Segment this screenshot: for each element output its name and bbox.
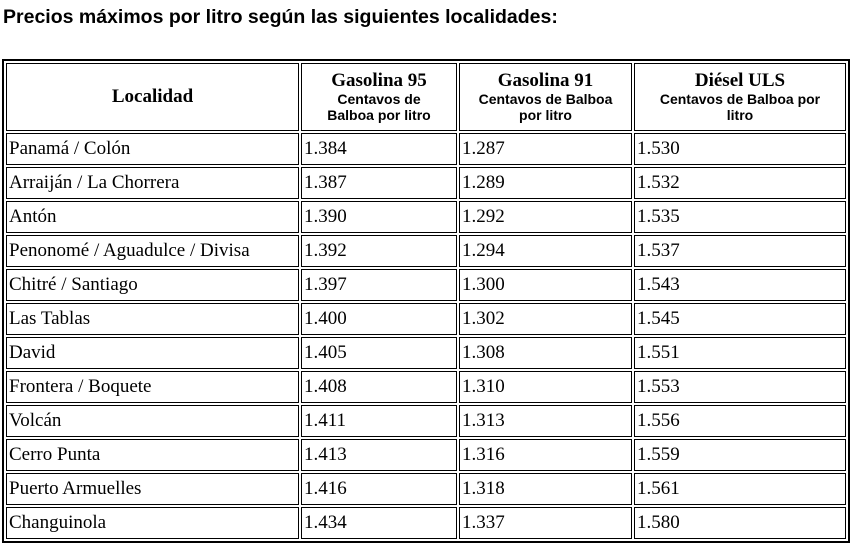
cell-gasolina-95: 1.397 — [301, 269, 457, 301]
header-diesel-uls-unit-line-1: Centavos de Balboa por — [659, 91, 821, 107]
table-row — [6, 507, 846, 539]
cell-gasolina-95: 1.400 — [301, 303, 457, 335]
cell-gasolina-91: 1.310 — [459, 371, 632, 403]
cell-gasolina-95: 1.387 — [301, 167, 457, 199]
cell-localidad: David — [6, 337, 299, 369]
cell-gasolina-95: 1.411 — [301, 405, 457, 437]
cell-localidad: Volcán — [6, 405, 299, 437]
cell-gasolina-95: 1.416 — [301, 473, 457, 505]
cell-diesel-uls: 1.535 — [634, 201, 846, 233]
cell-gasolina-91: 1.313 — [459, 405, 632, 437]
cell-gasolina-91: 1.337 — [459, 507, 632, 539]
cell-gasolina-91: 1.294 — [459, 235, 632, 267]
cell-gasolina-95: 1.390 — [301, 201, 457, 233]
header-gasolina-95-unit-line-1: Centavos de — [337, 91, 421, 107]
header-diesel-uls-unit-line-2: litro — [726, 107, 754, 123]
cell-diesel-uls: 1.545 — [634, 303, 846, 335]
table-row — [6, 439, 846, 471]
table-row — [6, 201, 846, 233]
table-row — [6, 235, 846, 267]
cell-localidad: Puerto Armuelles — [6, 473, 299, 505]
price-table-frame — [2, 59, 850, 543]
cell-localidad: Chitré / Santiago — [6, 269, 299, 301]
table-row — [6, 473, 846, 505]
table-row — [6, 269, 846, 301]
cell-diesel-uls: 1.537 — [634, 235, 846, 267]
cell-localidad: Frontera / Boquete — [6, 371, 299, 403]
cell-diesel-uls: 1.551 — [634, 337, 846, 369]
table-row — [6, 133, 846, 165]
cell-gasolina-95: 1.392 — [301, 235, 457, 267]
header-diesel-uls-title: Diésel ULS — [694, 70, 786, 91]
header-gasolina-91-unit-line-1: Centavos de Balboa — [478, 91, 613, 107]
header-gasolina-91-unit-line-2: por litro — [519, 107, 572, 123]
cell-diesel-uls: 1.556 — [634, 405, 846, 437]
header-gasolina-95-title: Gasolina 95 — [331, 70, 427, 91]
cell-gasolina-95: 1.405 — [301, 337, 457, 369]
cell-diesel-uls: 1.580 — [634, 507, 846, 539]
header-gasolina-95-unit-line-2: Balboa por litro — [327, 107, 431, 123]
cell-localidad: Penonomé / Aguadulce / Divisa — [6, 235, 299, 267]
cell-diesel-uls: 1.532 — [634, 167, 846, 199]
cell-gasolina-91: 1.300 — [459, 269, 632, 301]
header-localidad — [6, 63, 299, 131]
cell-diesel-uls: 1.561 — [634, 473, 846, 505]
table-row — [6, 405, 846, 437]
header-gasolina-91-title: Gasolina 91 — [497, 70, 594, 91]
cell-gasolina-91: 1.302 — [459, 303, 632, 335]
price-table-body — [6, 133, 846, 539]
header-gasolina-91 — [459, 63, 632, 131]
header-gasolina-95 — [301, 63, 457, 131]
cell-gasolina-91: 1.308 — [459, 337, 632, 369]
cell-localidad: Panamá / Colón — [6, 133, 299, 165]
cell-localidad: Changuinola — [6, 507, 299, 539]
cell-gasolina-91: 1.289 — [459, 167, 632, 199]
cell-gasolina-95: 1.413 — [301, 439, 457, 471]
cell-diesel-uls: 1.553 — [634, 371, 846, 403]
cell-diesel-uls: 1.543 — [634, 269, 846, 301]
page-heading: Precios máximos por litro según las siguientes localidades: — [3, 6, 558, 28]
cell-gasolina-91: 1.318 — [459, 473, 632, 505]
cell-gasolina-91: 1.316 — [459, 439, 632, 471]
cell-diesel-uls: 1.530 — [634, 133, 846, 165]
cell-gasolina-95: 1.408 — [301, 371, 457, 403]
cell-localidad: Antón — [6, 201, 299, 233]
table-row — [6, 303, 846, 335]
header-localidad-title: Localidad — [111, 86, 194, 107]
header-diesel-uls — [634, 63, 846, 131]
cell-localidad: Cerro Punta — [6, 439, 299, 471]
cell-localidad: Arraiján / La Chorrera — [6, 167, 299, 199]
table-row — [6, 337, 846, 369]
cell-gasolina-95: 1.384 — [301, 133, 457, 165]
table-row — [6, 371, 846, 403]
cell-localidad: Las Tablas — [6, 303, 299, 335]
price-table — [4, 61, 848, 541]
cell-gasolina-95: 1.434 — [301, 507, 457, 539]
header-row — [6, 63, 846, 131]
cell-gasolina-91: 1.292 — [459, 201, 632, 233]
cell-gasolina-91: 1.287 — [459, 133, 632, 165]
cell-diesel-uls: 1.559 — [634, 439, 846, 471]
table-row — [6, 167, 846, 199]
